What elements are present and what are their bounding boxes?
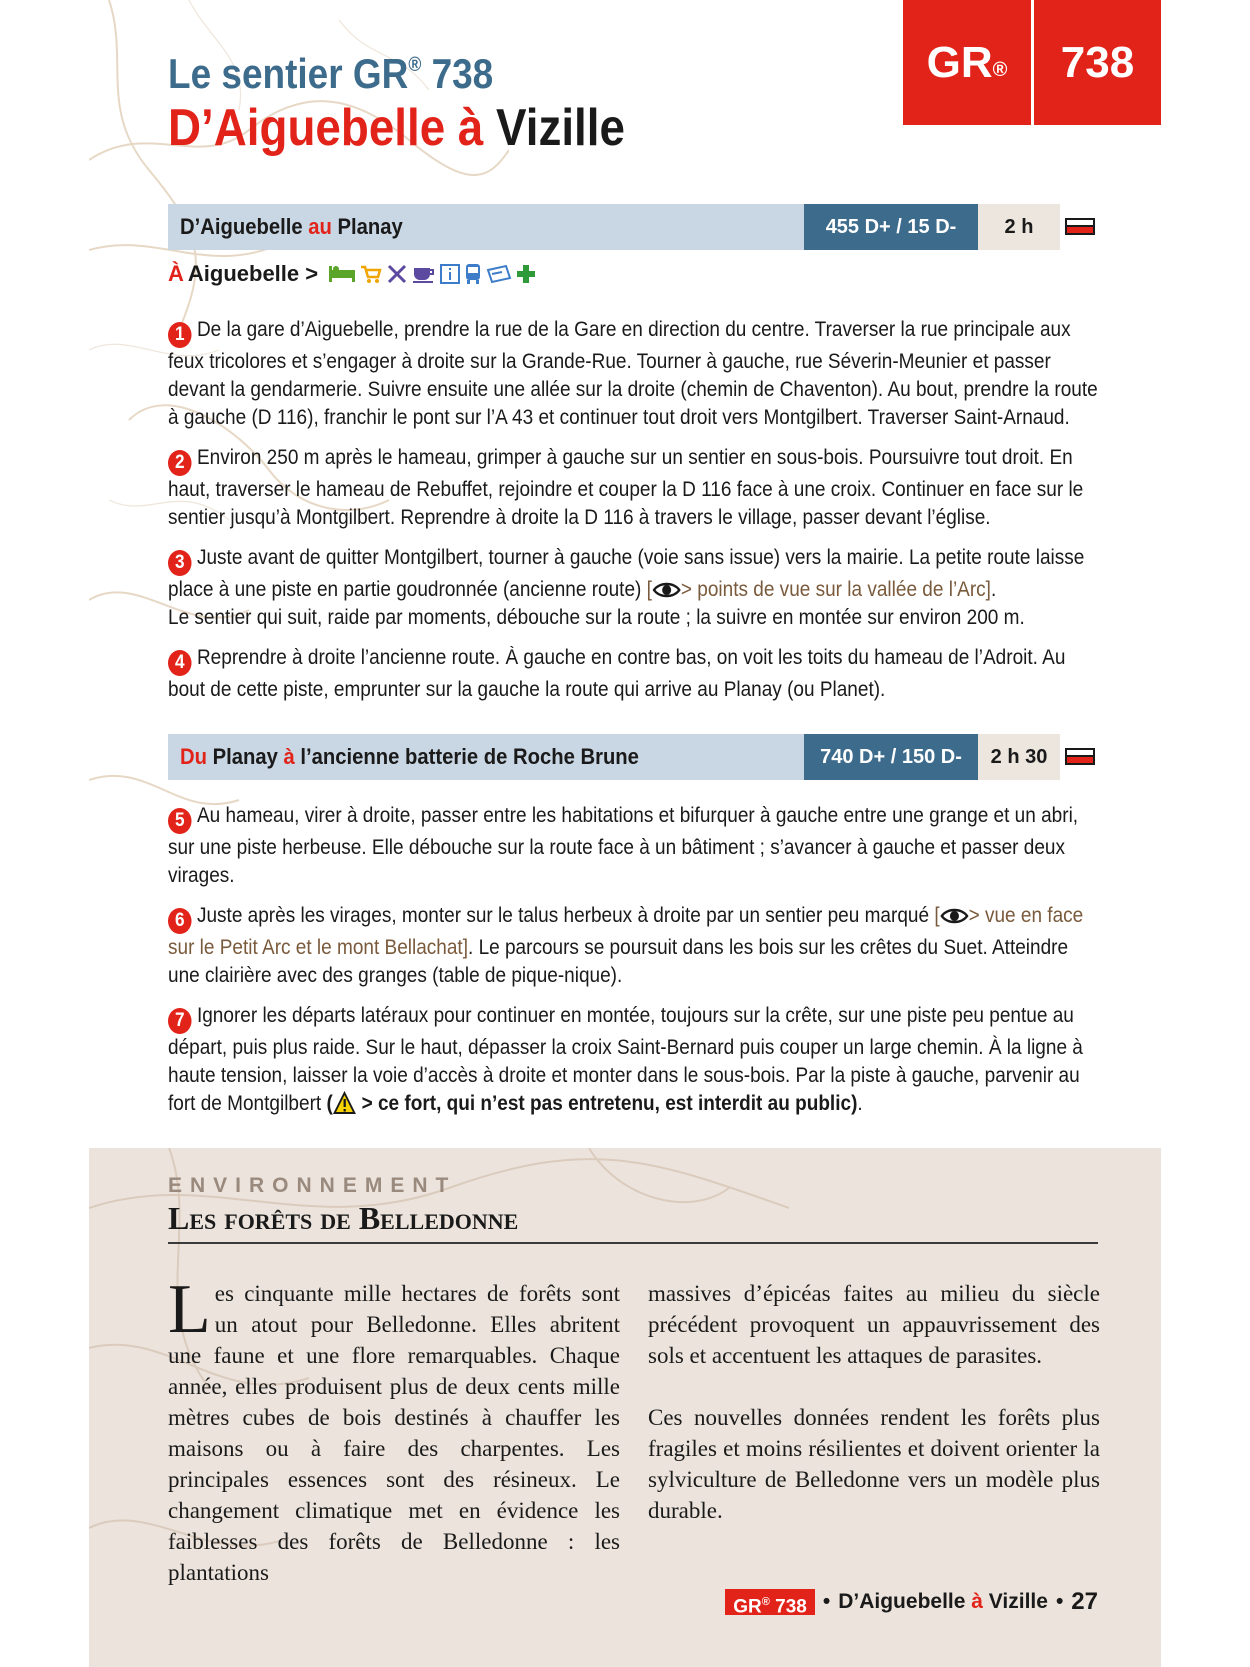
viewpoint-note: [ > vue en face sur le Petit Arc et le mont Bellachat] [168, 904, 1084, 959]
step-6: 6 Juste après les virages, monter sur le talus herbeux à droite par un sentier peu marqué [ > vue en face sur le Petit Arc et le mont Bellachat]. Le parcours se poursuit dans les bois sur les crêtes du Suet. Atteindre une clairière avec des granges (table de pique-nique). [168, 904, 1084, 987]
gr-badge-reg: ® [992, 59, 1008, 81]
section-elevation-2: 740 D+ / 150 D- [804, 734, 978, 780]
bed-icon [328, 264, 356, 284]
step-7: 7 Ignorer les départs latéraux pour continuer en montée, toujours sur la crête, sur une piste peu pentue au départ, puis plus raide. Sur le haut, dépasser la croix Saint-Bernard puis couper un large chemin. À la ligne à haute tension, laisser la voie d’accès à droite et monter dans le sous-bois. Par la piste à gauche, parvenir au fort de Montgilbert ( > ce fort, qui n’est pas entretenu, est interdit au public). [168, 1004, 1083, 1115]
warning-note: ( > ce fort, qui n’est pas entretenu, est interdit au public) [326, 1092, 858, 1115]
step-number: 1 [168, 322, 192, 348]
step-text: Au hameau, virer à droite, passer entre les habitations et bifurquer à gauche entre une grange et un abri, sur une piste herbeuse. Elle débouche sur la route face à un bâtiment ; s’avancer à gauche et passer deux virages. [168, 804, 1079, 887]
step-text: Reprendre à droite l’ancienne route. À gauche en contre bas, on voit les toits du hameau de l’Adroit. Au bout de cette piste, emprunter sur la gauche la route qui arrive au Planay (ou Planet). [168, 646, 1066, 701]
step-text: Environ 250 m après le hameau, grimper à gauche sur un sentier en sous-bois. Poursuivre tout droit. En haut, traverser le hameau de Rebuffet, rejoindre et couper la D 116 face à une croix. Continuer en face sur le sentier jusqu’à Montgilbert. Reprendre à droite la D 116 à travers le village, passer devant l’église. [168, 446, 1084, 529]
step-1 [168, 316, 1100, 432]
step-5 [168, 802, 1100, 890]
step-number: 4 [168, 650, 192, 676]
gr-badge [903, 0, 1031, 125]
step-text: De la gare d’Aiguebelle, prendre la rue de la Gare en direction du centre. Traverser la rue principale aux feux tricolores et s’engager à droite sur la Grande-Rue. Tourner à gauche, rue Séverin-Meunier et passer devant la gendarmerie. Suivre ensuite une allée sur la droite (chemin de Chaventon). Au bout, prendre la route à gauche (D 116), franchir le pont sur l’A 43 et continuer tout droit vers Montgilbert. Traverser Saint-Arnaud. [168, 318, 1098, 429]
step-number: 5 [168, 808, 192, 834]
cross-icon [516, 264, 536, 284]
info-icon [440, 264, 460, 284]
footer-route: D’Aiguebelle à Vizille [838, 1590, 1048, 1613]
page-subtitle: Le sentier GR® 738 [168, 50, 494, 97]
warning-icon [333, 1091, 357, 1115]
environment-paragraph: massives d’épicéas faites au milieu du siècle précédent provoquent un appauvrissement des sols et accentuent les attaques de parasites. [648, 1281, 1100, 1368]
environment-kicker: ENVIRONNEMENT [168, 1174, 457, 1197]
environment-divider [168, 1242, 1098, 1244]
place-aiguebelle: À Aiguebelle > [168, 261, 536, 287]
section-title-2: Du Planay à l’ancienne batterie de Roche Brune [168, 734, 804, 780]
section-elevation-1: 455 D+ / 15 D- [804, 204, 978, 250]
step-number: 3 [168, 550, 192, 576]
ticket-icon [486, 264, 512, 284]
step-4 [168, 644, 1100, 704]
bus-icon [464, 263, 482, 285]
gr-badge-label: GR [926, 37, 993, 87]
trail-marker-icon [1065, 748, 1095, 765]
gr-number-badge: 738 [1034, 0, 1161, 125]
section-title-1: D’Aiguebelle au Planay [168, 204, 804, 250]
cart-icon [360, 264, 382, 284]
cup-icon [412, 264, 436, 284]
page-title: D’Aiguebelle à Vizille [168, 99, 625, 157]
section-duration-2: 2 h 30 [978, 734, 1060, 780]
page-footer: GR® 738 • D’Aiguebelle à Vizille • 27 [725, 1588, 1098, 1616]
trail-marker-icon [1065, 218, 1095, 235]
eye-icon [940, 906, 969, 926]
step-3: 3 Juste avant de quitter Montgilbert, tourner à gauche (voie sans issue) vers la mairie. La petite route laisse place à une piste en partie goudronnée (ancienne route) [ > points de vue sur la vallée de l’Arc]. Le sentier qui suit, raide par moments, débouche sur la route ; la suivre en montée sur environ 200 m. [168, 546, 1085, 629]
step-2 [168, 444, 1100, 532]
environment-title: Les forêts de Belledonne [168, 1200, 519, 1236]
footer-gr-badge: GR® 738 [725, 1589, 815, 1615]
environment-column-right [648, 1278, 1100, 1557]
page-number: 27 [1071, 1588, 1098, 1615]
cutlery-icon [386, 263, 408, 285]
environment-column-left: Les cinquante mille hectares de forêts sont un atout pour Belledonne. Elles abritent une faune et une flore remarquables. Chaque année, elles produisent plus de deux cents mille mètres cubes de bois destinés à chauffer les maisons ou à faire des charpentes. Les principales essences sont des résineux. Le changement climatique met en évidence les faiblesses des forêts de Belledonne : les plantations [168, 1271, 620, 1585]
step-number: 2 [168, 450, 192, 476]
step-number: 6 [168, 908, 192, 934]
section-bar-1 [168, 204, 1060, 250]
viewpoint-note: [ > points de vue sur la vallée de l’Arc] [646, 578, 991, 601]
eye-icon [652, 580, 681, 600]
step-number: 7 [168, 1008, 192, 1034]
dropcap: L [168, 1271, 211, 1348]
environment-paragraph: Ces nouvelles données rendent les forêts plus fragiles et moins résilientes et doivent orienter la sylviculture de Belledonne vers un modèle plus durable. [648, 1405, 1100, 1523]
section-duration-1: 2 h [978, 204, 1060, 250]
section-bar-2 [168, 734, 1060, 780]
